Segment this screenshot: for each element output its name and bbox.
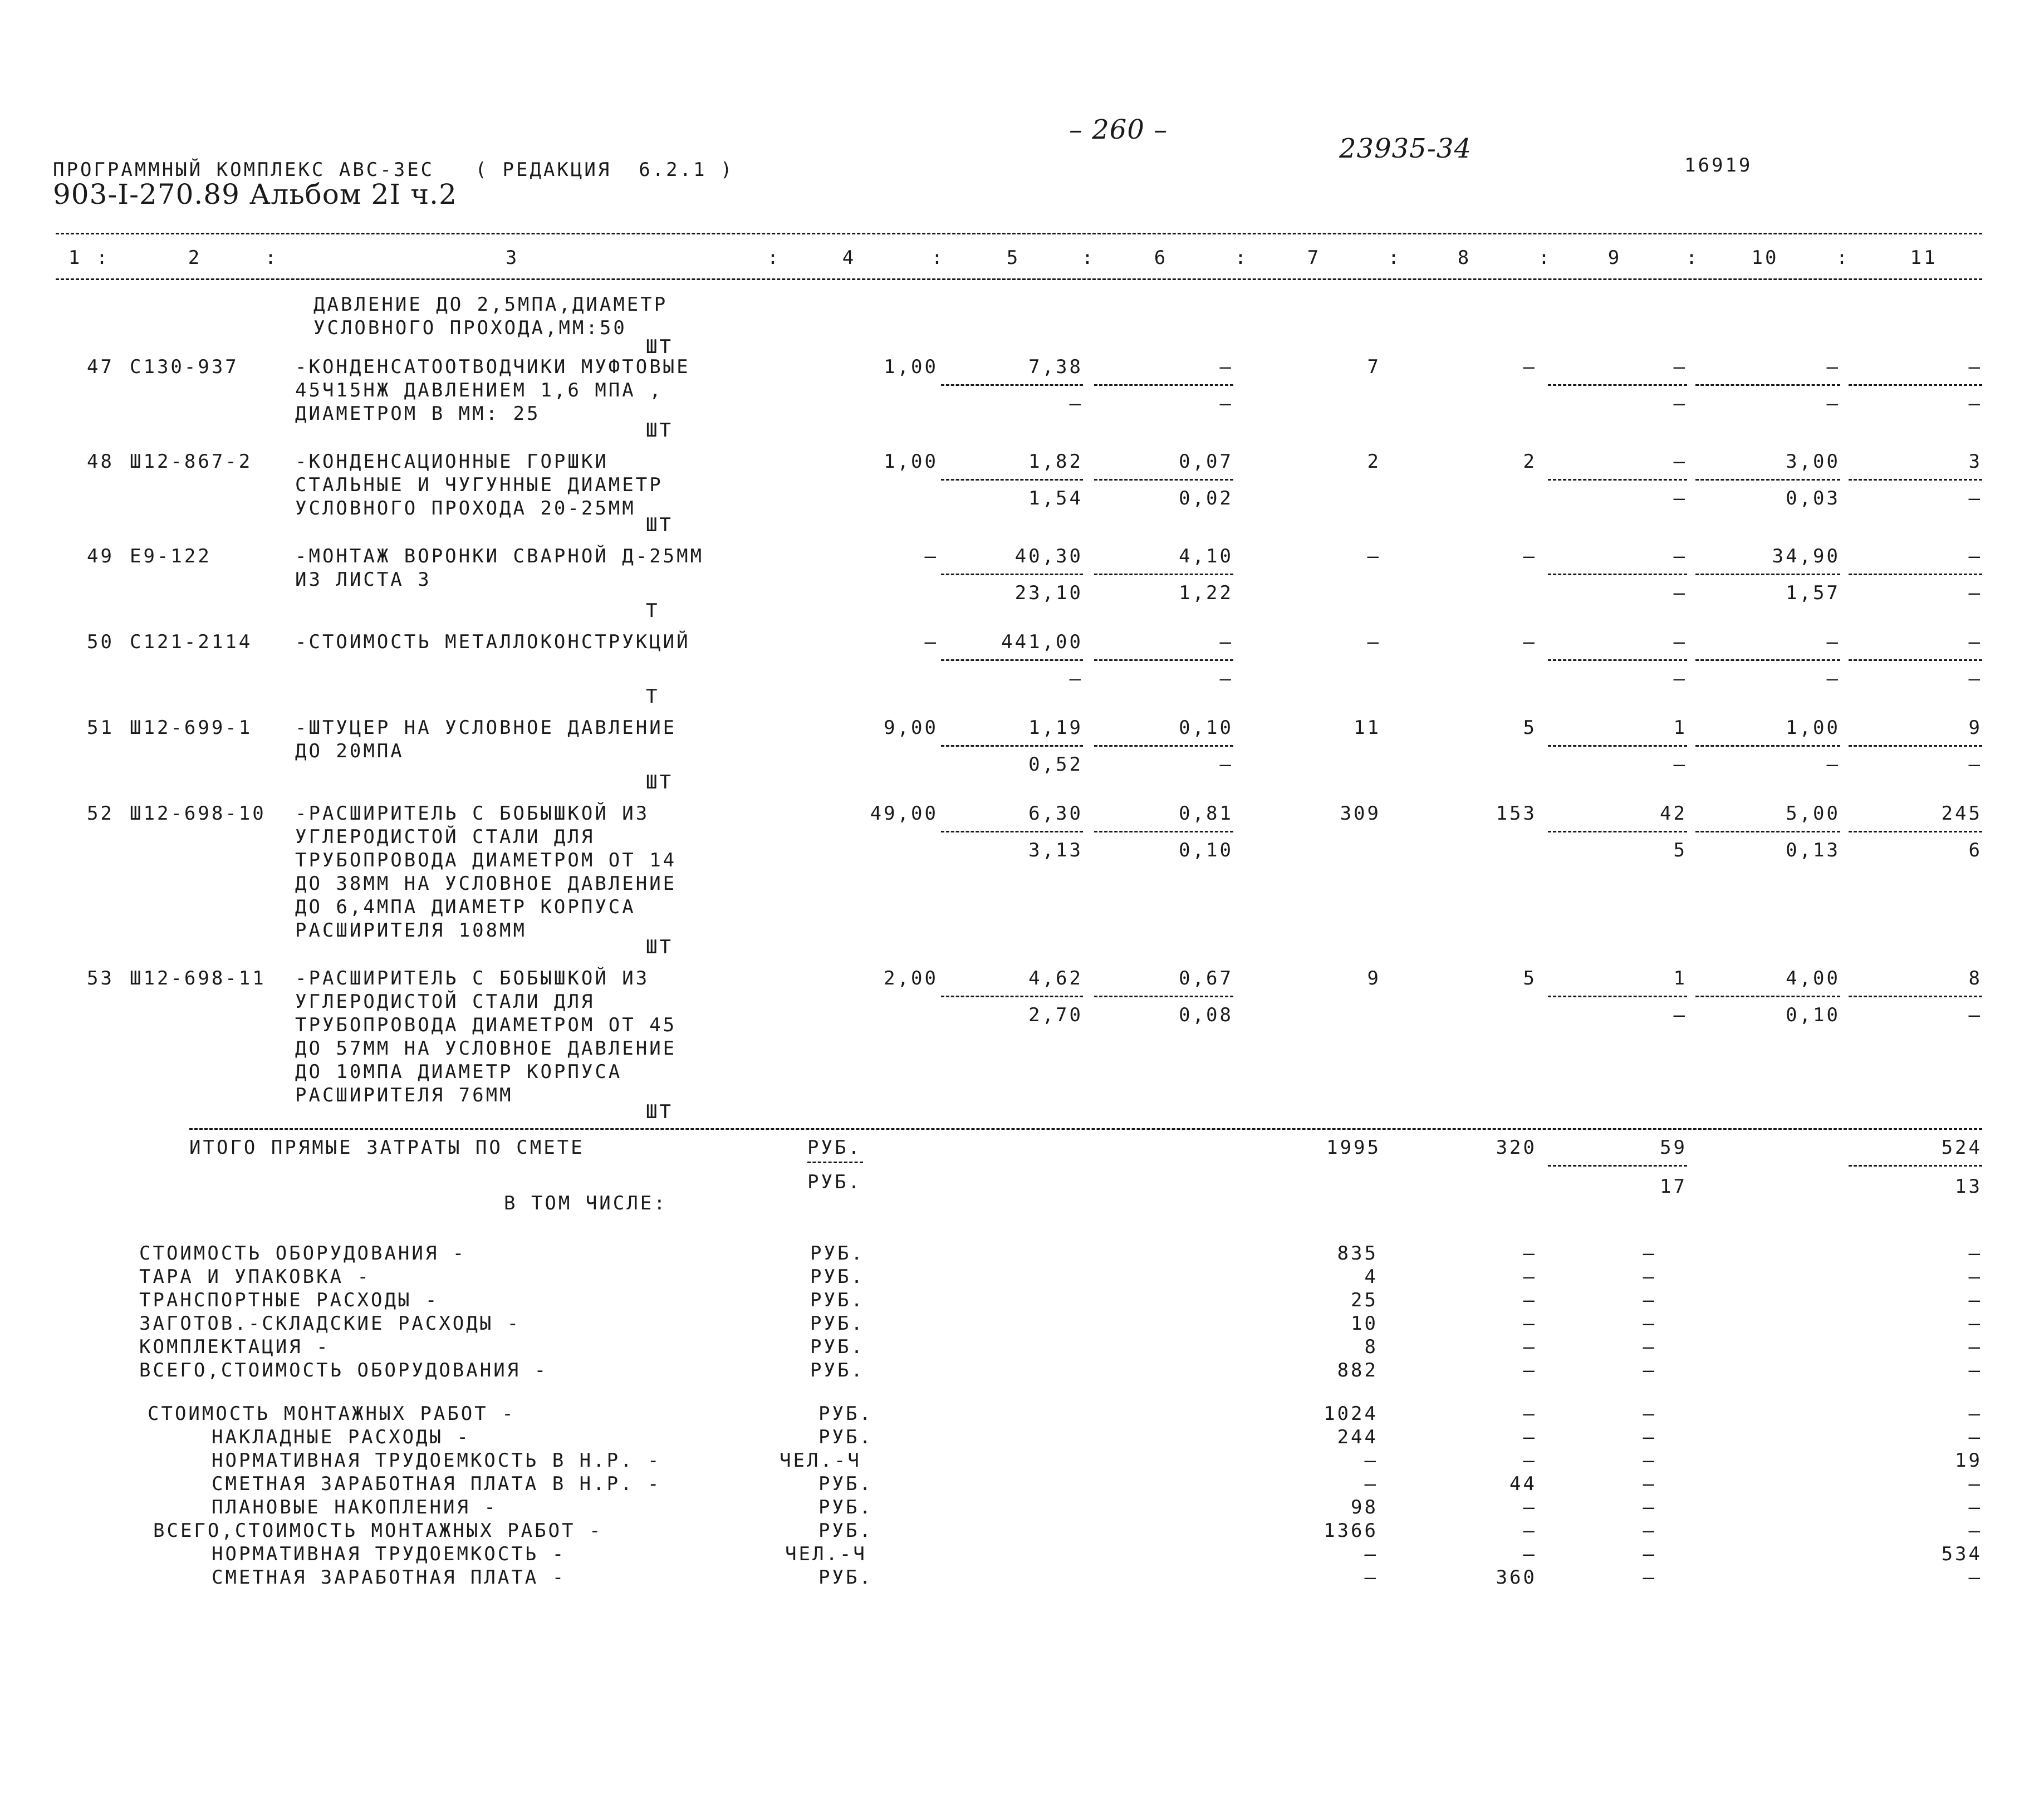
summary-unit: РУБ. xyxy=(818,1496,873,1518)
summary-value-c8: – xyxy=(1523,1496,1537,1518)
fraction-rule xyxy=(1849,831,1982,832)
summary-value-c7: 25 xyxy=(1351,1289,1378,1311)
value-c11-lower: 6 xyxy=(1968,839,1982,861)
summary-value-c7: 98 xyxy=(1351,1496,1378,1518)
column-separator: : xyxy=(264,247,279,269)
summary-value-c8: 360 xyxy=(1496,1566,1537,1589)
fraction-rule xyxy=(941,831,1083,832)
item-description-line: УГЛЕРОДИСТОЙ СТАЛИ ДЛЯ xyxy=(295,991,595,1013)
total-value-c8: 320 xyxy=(1496,1136,1537,1159)
summary-label: СМЕТНАЯ ЗАРАБОТНАЯ ПЛАТА - xyxy=(212,1566,566,1589)
total-unit-lower: РУБ. xyxy=(807,1171,862,1193)
column-separator: : xyxy=(1081,247,1096,269)
column-number: 1 xyxy=(68,247,82,269)
fraction-rule xyxy=(1849,745,1982,747)
value-c9: – xyxy=(1673,356,1687,378)
value-c6: 4,10 xyxy=(1179,545,1233,567)
summary-value-c8: – xyxy=(1523,1242,1537,1265)
value-c11-lower: – xyxy=(1968,582,1982,604)
value-c4: 2,00 xyxy=(884,967,938,989)
fraction-rule xyxy=(1094,659,1233,661)
value-c10: 5,00 xyxy=(1786,802,1840,825)
item-description-line: 45Ч15НЖ ДАВЛЕНИЕМ 1,6 МПА , xyxy=(295,379,663,401)
fraction-rule xyxy=(1548,1165,1687,1167)
column-number: 2 xyxy=(188,247,202,269)
column-number: 10 xyxy=(1751,247,1779,269)
item-description-line: ИЗ ЛИСТА 3 xyxy=(295,569,432,591)
value-c5-lower: 2,70 xyxy=(1028,1004,1083,1026)
summary-value-c7: 244 xyxy=(1337,1426,1378,1448)
value-c9-lower: – xyxy=(1673,582,1687,604)
value-c11: 245 xyxy=(1941,802,1982,825)
value-c10: – xyxy=(1826,631,1840,653)
summary-value-c11: – xyxy=(1968,1359,1982,1382)
value-c6-lower: 1,22 xyxy=(1179,582,1233,604)
summary-value-c8: – xyxy=(1523,1449,1537,1472)
summary-value-c8: – xyxy=(1523,1520,1537,1542)
fraction-rule xyxy=(1849,996,1982,997)
value-c9-lower: – xyxy=(1673,1004,1687,1026)
total-rule xyxy=(189,1128,1982,1130)
summary-value-c11: – xyxy=(1968,1496,1982,1518)
value-c8: – xyxy=(1523,545,1537,567)
item-code: Ш12-699-1 xyxy=(130,717,253,739)
value-c9: – xyxy=(1673,631,1687,653)
value-c8: – xyxy=(1523,631,1537,653)
value-c10: 1,00 xyxy=(1786,717,1840,739)
fraction-rule xyxy=(1548,659,1687,661)
value-c5: 40,30 xyxy=(1014,545,1083,567)
summary-unit: РУБ. xyxy=(810,1242,865,1265)
summary-unit: ЧЕЛ.-Ч xyxy=(780,1449,861,1472)
summary-label: СТОИМОСТЬ МОНТАЖНЫХ РАБОТ - xyxy=(148,1403,516,1425)
item-unit: ШТ xyxy=(646,1101,673,1123)
fraction-rule xyxy=(941,384,1083,386)
value-c10: 4,00 xyxy=(1786,967,1840,989)
item-description-line: СТАЛЬНЫЕ И ЧУГУННЫЕ ДИАМЕТР xyxy=(295,474,663,496)
value-c11-lower: – xyxy=(1968,753,1982,776)
summary-unit: РУБ. xyxy=(818,1520,873,1542)
item-code: Ш12-867-2 xyxy=(130,450,253,473)
value-c7: 9 xyxy=(1367,967,1381,989)
value-c6-lower: 0,02 xyxy=(1179,487,1233,510)
fraction-rule xyxy=(1849,384,1982,386)
column-separator: : xyxy=(1538,247,1552,269)
column-separator: : xyxy=(1836,247,1850,269)
value-c5-lower: 0,52 xyxy=(1028,753,1083,776)
summary-value-c9: – xyxy=(1643,1289,1656,1311)
fraction-rule xyxy=(941,745,1083,747)
item-description-line: ТРУБОПРОВОДА ДИАМЕТРОМ ОТ 45 xyxy=(295,1014,677,1036)
value-c9-lower: 5 xyxy=(1673,839,1687,861)
summary-value-c7: 1366 xyxy=(1324,1520,1378,1542)
fraction-rule xyxy=(1695,384,1840,386)
total-value-c11-lower: 13 xyxy=(1955,1175,1982,1198)
summary-value-c11: – xyxy=(1968,1336,1982,1358)
value-c8: 5 xyxy=(1523,967,1537,989)
value-c4: 9,00 xyxy=(884,717,938,739)
summary-value-c8: 44 xyxy=(1509,1473,1537,1495)
column-number: 5 xyxy=(1006,247,1021,269)
total-value-c9-lower: 17 xyxy=(1660,1175,1687,1198)
fraction-rule xyxy=(941,659,1083,661)
item-unit: ШТ xyxy=(646,936,673,958)
fraction-rule xyxy=(1094,574,1233,575)
value-c7: – xyxy=(1367,545,1381,567)
value-c10-lower: 0,13 xyxy=(1786,839,1840,861)
fraction-rule xyxy=(1548,831,1687,832)
total-value-c9: 59 xyxy=(1660,1136,1687,1159)
summary-value-c7: 835 xyxy=(1337,1242,1378,1265)
summary-label: ТАРА И УПАКОВКА - xyxy=(139,1266,371,1288)
summary-unit: РУБ. xyxy=(818,1426,873,1448)
item-code: Е9-122 xyxy=(130,545,212,567)
summary-value-c8: – xyxy=(1523,1426,1537,1448)
summary-value-c8: – xyxy=(1523,1266,1537,1288)
value-c10-lower: 0,03 xyxy=(1786,487,1840,510)
fraction-rule xyxy=(1094,831,1233,832)
value-c7: 2 xyxy=(1367,450,1381,473)
item-description-line: -РАСШИРИТЕЛЬ С БОБЫШКОЙ ИЗ xyxy=(295,802,650,825)
summary-value-c8: – xyxy=(1523,1359,1537,1382)
summary-value-c8: – xyxy=(1523,1336,1537,1358)
summary-value-c11: – xyxy=(1968,1403,1982,1425)
value-c10: 3,00 xyxy=(1786,450,1840,473)
value-c4: 1,00 xyxy=(884,450,938,473)
value-c5: 7,38 xyxy=(1028,356,1083,378)
value-c11: – xyxy=(1968,631,1982,653)
value-c5: 1,82 xyxy=(1028,450,1083,473)
item-description-line: ДИАМЕТРОМ В ММ: 25 xyxy=(295,403,541,425)
summary-unit: РУБ. xyxy=(810,1359,865,1382)
item-code: С130-937 xyxy=(130,356,239,378)
column-separator: : xyxy=(1685,247,1700,269)
fraction-rule xyxy=(1548,479,1687,481)
unit-rule xyxy=(807,1162,863,1163)
value-c5-lower: 23,10 xyxy=(1014,582,1083,604)
value-c5-lower: 1,54 xyxy=(1028,487,1083,510)
column-separator: : xyxy=(767,247,781,269)
value-c6: 0,67 xyxy=(1179,967,1233,989)
fraction-rule xyxy=(1695,659,1840,661)
summary-value-c7: – xyxy=(1364,1449,1378,1472)
value-c10-lower: – xyxy=(1826,753,1840,776)
value-c7: 7 xyxy=(1367,356,1381,378)
summary-value-c11: 19 xyxy=(1955,1449,1982,1472)
column-separator: : xyxy=(931,247,945,269)
summary-value-c7: 882 xyxy=(1337,1359,1378,1382)
total-value-c11: 524 xyxy=(1941,1136,1982,1159)
value-c11: – xyxy=(1968,545,1982,567)
item-description-line: ДАВЛЕНИЕ ДО 2,5МПА,ДИАМЕТР xyxy=(313,293,668,316)
value-c6-lower: 0,08 xyxy=(1179,1004,1233,1026)
fraction-rule xyxy=(1695,745,1840,747)
item-description-line: ТРУБОПРОВОДА ДИАМЕТРОМ ОТ 14 xyxy=(295,849,677,871)
column-separator: : xyxy=(1388,247,1402,269)
value-c6: 0,81 xyxy=(1179,802,1233,825)
item-unit: ШТ xyxy=(646,336,673,358)
fraction-rule xyxy=(1094,996,1233,997)
column-separator: : xyxy=(1234,247,1249,269)
item-description-line: ДО 6,4МПА ДИАМЕТР КОРПУСА xyxy=(295,896,636,918)
item-number: 49 xyxy=(87,545,114,567)
fraction-rule xyxy=(1695,574,1840,575)
item-unit: Т xyxy=(646,600,660,622)
value-c5-lower: – xyxy=(1069,668,1083,690)
doc-number: 16919 xyxy=(1684,154,1753,177)
total-label: ИТОГО ПРЯМЫЕ ЗАТРАТЫ ПО СМЕТЕ xyxy=(189,1136,585,1159)
item-description-line: РАСШИРИТЕЛЯ 108ММ xyxy=(295,919,527,942)
fraction-rule xyxy=(1695,996,1840,997)
item-description-line: -ШТУЦЕР НА УСЛОВНОЕ ДАВЛЕНИЕ xyxy=(295,717,677,739)
value-c8: – xyxy=(1523,356,1537,378)
fraction-rule xyxy=(1548,574,1687,575)
value-c5: 6,30 xyxy=(1028,802,1083,825)
fraction-rule xyxy=(1695,479,1840,481)
value-c5: 4,62 xyxy=(1028,967,1083,989)
summary-value-c11: – xyxy=(1968,1473,1982,1495)
item-unit: ШТ xyxy=(646,771,673,793)
value-c6-lower: 0,10 xyxy=(1179,839,1233,861)
summary-value-c9: – xyxy=(1643,1543,1656,1565)
item-description-line: УГЛЕРОДИСТОЙ СТАЛИ ДЛЯ xyxy=(295,826,595,848)
value-c11: 9 xyxy=(1968,717,1982,739)
summary-unit: РУБ. xyxy=(818,1473,873,1495)
fraction-rule xyxy=(1849,574,1982,575)
value-c6: – xyxy=(1219,356,1233,378)
summary-value-c11: – xyxy=(1968,1520,1982,1542)
fraction-rule xyxy=(1695,831,1840,832)
value-c4: – xyxy=(924,631,938,653)
summary-value-c11: – xyxy=(1968,1266,1982,1288)
summary-unit: РУБ. xyxy=(810,1336,865,1358)
summary-unit: ЧЕЛ.-Ч xyxy=(785,1543,867,1565)
item-unit: ШТ xyxy=(646,514,673,536)
column-separator: : xyxy=(96,247,110,269)
summary-value-c9: – xyxy=(1643,1520,1656,1542)
summary-label: ЗАГОТОВ.-СКЛАДСКИЕ РАСХОДЫ - xyxy=(139,1312,521,1335)
item-code: Ш12-698-11 xyxy=(130,967,266,989)
fraction-rule xyxy=(1094,479,1233,481)
total-unit: РУБ. xyxy=(807,1136,862,1159)
value-c9: – xyxy=(1673,545,1687,567)
header-top-rule xyxy=(56,233,1982,234)
value-c9-lower: – xyxy=(1673,753,1687,776)
fraction-rule xyxy=(1849,479,1982,481)
value-c7: 11 xyxy=(1354,717,1381,739)
header-bottom-rule xyxy=(56,278,1982,280)
summary-label: НОРМАТИВНАЯ ТРУДОЕМКОСТЬ - xyxy=(212,1543,566,1565)
value-c6: 0,10 xyxy=(1179,717,1233,739)
item-description-line: РАСШИРИТЕЛЯ 76ММ xyxy=(295,1084,513,1106)
item-description-line: ДО 57ММ НА УСЛОВНОЕ ДАВЛЕНИЕ xyxy=(295,1037,677,1060)
summary-value-c11: – xyxy=(1968,1566,1982,1589)
program-line: ПРОГРАММНЫЙ КОМПЛЕКС АВС-3ЕС ( РЕДАКЦИЯ 6.2.1 ) xyxy=(53,159,734,181)
fraction-rule xyxy=(1849,1165,1982,1167)
item-description-line: ДО 20МПА xyxy=(295,740,404,762)
value-c8: 2 xyxy=(1523,450,1537,473)
summary-label: НАКЛАДНЫЕ РАСХОДЫ - xyxy=(212,1426,470,1448)
value-c7: 309 xyxy=(1340,802,1381,825)
summary-value-c7: 4 xyxy=(1364,1266,1378,1288)
summary-label: СТОИМОСТЬ ОБОРУДОВАНИЯ - xyxy=(139,1242,467,1265)
fraction-rule xyxy=(1548,745,1687,747)
fraction-rule xyxy=(941,574,1083,575)
summary-unit: РУБ. xyxy=(810,1312,865,1335)
item-number: 47 xyxy=(87,356,114,378)
summary-value-c11: – xyxy=(1968,1242,1982,1265)
summary-value-c8: – xyxy=(1523,1543,1537,1565)
item-description-line: -РАСШИРИТЕЛЬ С БОБЫШКОЙ ИЗ xyxy=(295,967,650,989)
summary-value-c9: – xyxy=(1643,1312,1656,1335)
total-value-c7: 1995 xyxy=(1326,1136,1381,1159)
summary-value-c9: – xyxy=(1643,1496,1656,1518)
value-c6-lower: – xyxy=(1219,753,1233,776)
value-c6: – xyxy=(1219,631,1233,653)
value-c11: 3 xyxy=(1968,450,1982,473)
value-c11-lower: – xyxy=(1968,393,1982,415)
item-description-line: ДО 38ММ НА УСЛОВНОЕ ДАВЛЕНИЕ xyxy=(295,873,677,895)
value-c5: 1,19 xyxy=(1028,717,1083,739)
summary-value-c9: – xyxy=(1643,1336,1656,1358)
value-c9-lower: – xyxy=(1673,487,1687,510)
summary-value-c9: – xyxy=(1643,1359,1656,1382)
including-label: В ТОМ ЧИСЛЕ: xyxy=(504,1192,668,1214)
value-c11-lower: – xyxy=(1968,668,1982,690)
item-code: Ш12-698-10 xyxy=(130,802,266,825)
summary-label: ТРАНСПОРТНЫЕ РАСХОДЫ - xyxy=(139,1289,439,1311)
value-c4: 49,00 xyxy=(870,802,938,825)
column-number: 6 xyxy=(1154,247,1168,269)
item-description-line: ДО 10МПА ДИАМЕТР КОРПУСА xyxy=(295,1061,622,1083)
value-c10: – xyxy=(1826,356,1840,378)
summary-value-c9: – xyxy=(1643,1242,1656,1265)
fraction-rule xyxy=(941,996,1083,997)
summary-label: СМЕТНАЯ ЗАРАБОТНАЯ ПЛАТА В Н.Р. - xyxy=(212,1473,661,1495)
item-code: С121-2114 xyxy=(130,631,253,653)
value-c11-lower: – xyxy=(1968,487,1982,510)
value-c6-lower: – xyxy=(1219,668,1233,690)
summary-value-c11: – xyxy=(1968,1289,1982,1311)
summary-value-c7: 8 xyxy=(1364,1336,1378,1358)
fraction-rule xyxy=(1548,996,1687,997)
value-c4: 1,00 xyxy=(884,356,938,378)
value-c11: – xyxy=(1968,356,1982,378)
value-c9: 1 xyxy=(1673,717,1687,739)
item-description-line: -КОНДЕНСАТООТВОДЧИКИ МУФТОВЫЕ xyxy=(295,356,690,378)
column-number: 9 xyxy=(1607,247,1622,269)
value-c9: 42 xyxy=(1660,802,1687,825)
summary-value-c9: – xyxy=(1643,1266,1656,1288)
fraction-rule xyxy=(941,479,1083,481)
item-description-line: -КОНДЕНСАЦИОННЫЕ ГОРШКИ xyxy=(295,450,609,473)
item-description-line: УСЛОВНОГО ПРОХОДА 20-25ММ xyxy=(295,497,636,520)
summary-value-c11: – xyxy=(1968,1426,1982,1448)
column-number: 11 xyxy=(1910,247,1938,269)
value-c9: 1 xyxy=(1673,967,1687,989)
item-number: 51 xyxy=(87,717,114,739)
value-c10-lower: 1,57 xyxy=(1786,582,1840,604)
column-number: 3 xyxy=(505,247,519,269)
summary-value-c8: – xyxy=(1523,1403,1537,1425)
item-number: 48 xyxy=(87,450,114,473)
fraction-rule xyxy=(1094,384,1233,386)
summary-value-c9: – xyxy=(1643,1426,1656,1448)
summary-label: ВСЕГО,СТОИМОСТЬ МОНТАЖНЫХ РАБОТ - xyxy=(153,1520,603,1542)
value-c9-lower: – xyxy=(1673,668,1687,690)
value-c10-lower: – xyxy=(1826,393,1840,415)
column-number: 7 xyxy=(1307,247,1321,269)
summary-label: ВСЕГО,СТОИМОСТЬ ОБОРУДОВАНИЯ - xyxy=(139,1359,548,1382)
item-description-line: УСЛОВНОГО ПРОХОДА,ММ:50 xyxy=(313,317,627,339)
summary-value-c9: – xyxy=(1643,1449,1656,1472)
summary-value-c8: – xyxy=(1523,1289,1537,1311)
value-c6-lower: – xyxy=(1219,393,1233,415)
item-description-line: -СТОИМОСТЬ МЕТАЛЛОКОНСТРУКЦИЙ xyxy=(295,631,690,653)
value-c5: 441,00 xyxy=(1001,631,1083,653)
summary-value-c7: – xyxy=(1364,1543,1378,1565)
value-c6: 0,07 xyxy=(1179,450,1233,473)
value-c10-lower: – xyxy=(1826,668,1840,690)
summary-value-c7: 10 xyxy=(1351,1312,1378,1335)
summary-value-c8: – xyxy=(1523,1312,1537,1335)
summary-value-c7: 1024 xyxy=(1324,1403,1378,1425)
value-c8: 153 xyxy=(1496,802,1537,825)
value-c10-lower: 0,10 xyxy=(1786,1004,1840,1026)
item-unit: Т xyxy=(646,685,660,708)
album-line: 903-I-270.89 Альбом 2I ч.2 xyxy=(53,178,457,210)
item-number: 53 xyxy=(87,967,114,989)
summary-value-c9: – xyxy=(1643,1566,1656,1589)
page-number: – 260 – xyxy=(1069,114,1168,145)
summary-unit: РУБ. xyxy=(818,1566,873,1589)
summary-unit: РУБ. xyxy=(818,1403,873,1425)
fraction-rule xyxy=(1548,384,1687,386)
column-number: 4 xyxy=(842,247,856,269)
stamp-number: 23935-34 xyxy=(1339,133,1472,164)
summary-value-c11: – xyxy=(1968,1312,1982,1335)
summary-value-c9: – xyxy=(1643,1473,1656,1495)
item-number: 50 xyxy=(87,631,114,653)
fraction-rule xyxy=(1849,659,1982,661)
value-c8: 5 xyxy=(1523,717,1537,739)
summary-unit: РУБ. xyxy=(810,1289,865,1311)
value-c9-lower: – xyxy=(1673,393,1687,415)
summary-value-c7: – xyxy=(1364,1566,1378,1589)
value-c9: – xyxy=(1673,450,1687,473)
summary-value-c9: – xyxy=(1643,1403,1656,1425)
summary-value-c7: – xyxy=(1364,1473,1378,1495)
summary-value-c11: 534 xyxy=(1941,1543,1982,1565)
value-c4: – xyxy=(924,545,938,567)
value-c5-lower: 3,13 xyxy=(1028,839,1083,861)
summary-label: КОМПЛЕКТАЦИЯ - xyxy=(139,1336,330,1358)
value-c11-lower: – xyxy=(1968,1004,1982,1026)
summary-label: НОРМАТИВНАЯ ТРУДОЕМКОСТЬ В Н.Р. - xyxy=(212,1449,661,1472)
summary-unit: РУБ. xyxy=(810,1266,865,1288)
value-c5-lower: – xyxy=(1069,393,1083,415)
value-c11: 8 xyxy=(1968,967,1982,989)
summary-label: ПЛАНОВЫЕ НАКОПЛЕНИЯ - xyxy=(212,1496,498,1518)
value-c7: – xyxy=(1367,631,1381,653)
value-c10: 34,90 xyxy=(1772,545,1840,567)
column-number: 8 xyxy=(1457,247,1472,269)
item-unit: ШТ xyxy=(646,419,673,442)
item-description-line: -МОНТАЖ ВОРОНКИ СВАРНОЙ Д-25ММ xyxy=(295,545,704,567)
item-number: 52 xyxy=(87,802,114,825)
fraction-rule xyxy=(1094,745,1233,747)
